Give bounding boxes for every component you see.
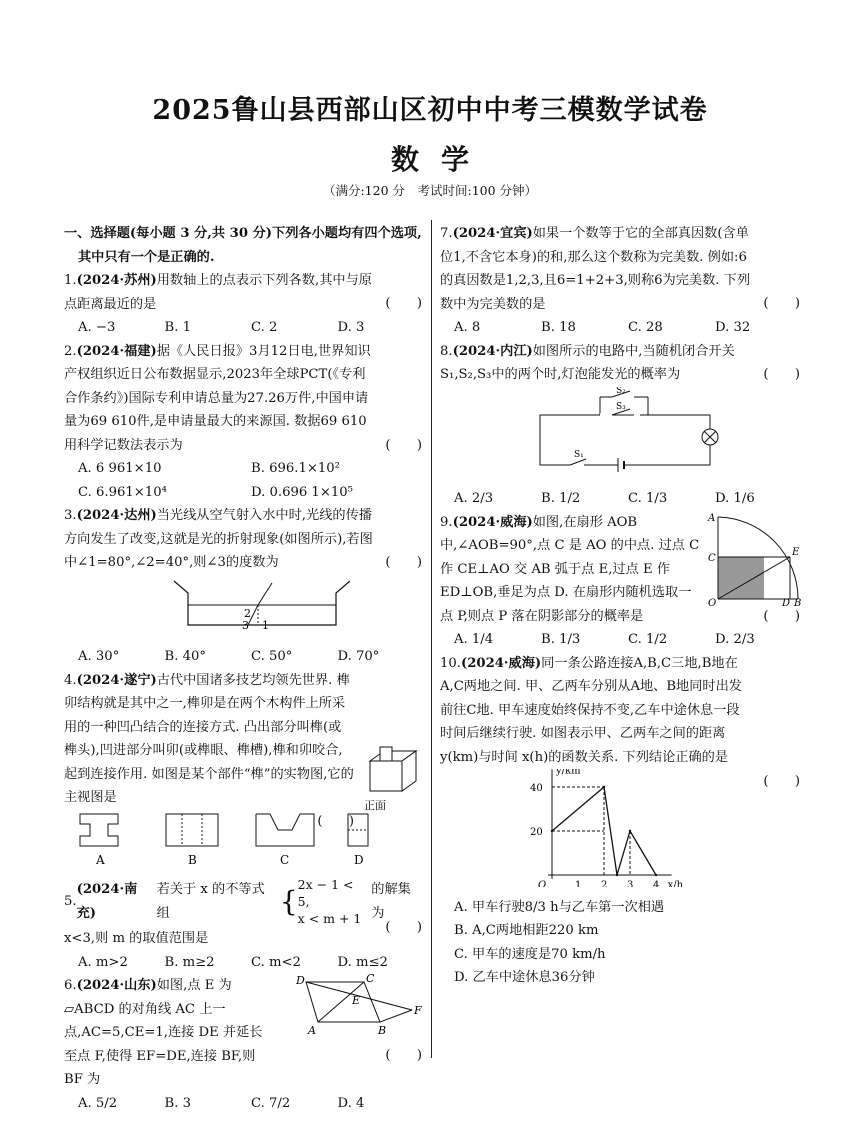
q-source: (2024·宜宾) [452,226,533,241]
options [78,1092,424,1116]
option-c[interactable]: C. 1/3 [628,491,668,506]
option-a[interactable]: A. 8 [454,320,481,335]
switch-s3-label: S₃ [616,401,626,412]
option-c[interactable]: C. 1/2 [628,632,668,647]
option-d[interactable]: D. 70° [337,649,380,664]
q-text: 如图,在扇形 AOB 中,∠AOB=90°,点 C 是 AO 的中点. 过点 C 作 CE⊥AO 交 AB 弧于点 E,过点 E 作 ED⊥OB,垂足为点 D. 在扇形内随机选取一点 P,则点 P 落在阴影部分的概率是 [440,514,700,624]
question-6 [64,974,424,1115]
option-c[interactable]: C. 2 [251,320,278,335]
q-text: 如图所示的电路中,当随机闭合开关S₁,S₂,S₃中的两个时,灯泡能发光的概率为 [440,343,735,382]
q-source: (2024·山东) [76,978,157,993]
question-9 [440,511,802,652]
answer-blank[interactable]: ( ) [385,437,422,453]
answer-blank[interactable]: ( ) [385,1048,422,1063]
section-title: 一、选择题(每小题 3 分,共 30 分)下列各小题均有四个选项,其中只有一个是正确的. [64,226,422,265]
option-d[interactable]: D. 4 [337,1095,365,1111]
parallelogram-figure [284,974,424,1038]
q-number: 5. [64,893,77,909]
tenon-3d-figure [362,739,424,815]
q-number: 3. [64,508,77,523]
option-b[interactable]: B. 1/2 [541,491,581,506]
point-c-label: C [366,974,375,985]
q-number: 4. [64,672,77,688]
point-d-label: D [782,597,791,607]
data-point [603,786,605,788]
option-d[interactable]: D. 0.696 1×10⁵ [251,484,353,500]
option-b[interactable]: B. 696.1×10² [251,461,340,476]
answer-blank[interactable]: ( ) [763,296,800,311]
q-number: 8. [440,343,453,359]
front-label: 正面 [364,798,386,812]
option-a[interactable]: A. m>2 [78,954,128,970]
sector-figure [706,511,802,607]
point-o-label: O [708,597,717,607]
q-text-line2: x<3,则 m 的取值范围是 [64,931,209,946]
answer-blank[interactable]: ( ) [385,555,422,570]
point-e-label: E [792,546,800,558]
option-d[interactable]: D. 2/3 [715,632,755,647]
answer-blank[interactable]: ( ) [763,608,800,624]
question-5: 5. (2024·南充) 若关于 x 的不等式组 { 2x − 1 < 5, x < m + 1 的解集为 x<3,则 m 的取值范围是 ( ) A. m>2 B. m≥2 C. m<2 D. m≤2 [64,876,424,974]
q-number: 6. [64,978,77,993]
option-d[interactable]: D. 1/6 [715,491,755,506]
option-a[interactable]: A. 5/2 [78,1095,118,1111]
q-text: 据《人民日报》3月12日电,世界知识产权组织近日公布数据显示,2023年全球PCT(《专利合作条约》)国际专利申请总量为27.26万件,中国申请量为69 610件,是申请量最大的来源国. 数据69 610用科学记数法表示为 [64,343,371,453]
angle-2-label: 2 [244,606,251,620]
option-d[interactable]: D. m≤2 [337,954,388,970]
point-e-label: E [352,994,361,1007]
left-column [64,222,424,1115]
switch-s2-label: S₂ [616,386,626,396]
origin-label: O [538,880,547,887]
option-b[interactable]: B. 1/3 [541,632,581,647]
point-c-label: C [708,552,716,564]
y-tick-label: 40 [530,783,543,794]
options [440,896,802,990]
options [78,316,424,340]
answer-blank[interactable]: ( ) [385,296,422,311]
q-source: (2024·威海) [460,655,542,671]
q-text: 当光线从空气射入水中时,光线的传播方向发生了改变,这就是光的折射现象(如图所示),若图中∠1=80°,∠2=40°,则∠3的度数为 [64,508,373,570]
options [454,316,802,340]
y-axis-label: y/km [556,769,581,777]
exam-meta: （满分:120 分 考试时间:100 分钟） [322,183,538,198]
question-2 [64,340,424,505]
q-source: (2024·南充) [76,882,138,921]
point-a-label: A [708,512,716,524]
question-7 [440,222,802,340]
y-tick-label: 20 [530,827,543,838]
column-divider [431,220,432,1058]
view-options-figure [64,810,424,868]
option-a[interactable]: A. 1/4 [454,632,494,647]
option-b[interactable]: B. m≥2 [164,954,215,970]
inequality-1: 2x − 1 < 5, [297,877,354,909]
refraction-figure [64,575,424,637]
question-8 [440,340,802,511]
x-axis-label: x/h [667,880,684,887]
option-b[interactable]: B. 1 [164,320,191,335]
point-d-label: D [296,974,305,987]
option-c[interactable]: C. m<2 [251,954,301,970]
option-d[interactable]: D. 3 [337,320,365,335]
question-10 [440,652,802,990]
options [78,645,424,669]
data-point [629,830,631,832]
option-c[interactable]: C. 50° [251,649,293,664]
option-b[interactable]: B. 40° [164,649,206,664]
answer-blank[interactable]: ( ) [763,366,800,382]
options [78,951,424,975]
option-d[interactable]: D. 乙车中途休息36分钟 [454,970,595,985]
q-text: 同一条公路连接A,B,C三地,B地在A,C两地之间. 甲、乙两车分别从A地、B地同时出发前往C地. 甲车速度始终保持不变,乙车中途休息一段时间后继续行驶. 如图表示甲、乙两车之间的距离 y(km)与时间 x(h)的函数关系. 下列结论正确的是 [440,655,742,765]
option-c[interactable]: C. 6.961×10⁴ [78,484,167,500]
q-source: (2024·遂宁) [76,672,157,688]
q-text: 用数轴上的点表示下列各数,其中与原点距离最近的是 [64,273,372,312]
q-text: 若关于 x 的不等式组 [156,882,265,921]
page-title: 2025鲁山县西部山区初中中考三模数学试卷 [152,95,708,126]
q-number: 7. [440,226,453,241]
q-text-post: 的解集为 [371,882,411,921]
angle-3-label: 3 [242,618,249,632]
x-tick-label: 2 [601,880,608,887]
circuit-figure [440,387,800,479]
option-a[interactable]: A. 6 961×10 [78,461,162,476]
option-a[interactable]: A. 甲车行驶8/3 h与乙车第一次相遇 [454,899,665,915]
point-b-label: B [794,597,802,607]
inequality-2: x < m + 1 [297,911,362,926]
view-c-label: C [280,852,290,867]
option-a[interactable]: A. −3 [78,320,116,335]
view-d-label: D [354,852,364,867]
options [454,487,802,511]
question-4 [64,669,424,877]
q-text: 如图,点 E 为▱ABCD 的对角线 AC 上一点,AC=5,CE=1,连接 DE 并延长至点 F,使得 EF=DE,连接 BF,则 BF 为 [64,978,263,1087]
x-tick-label: 1 [575,880,582,887]
option-b[interactable]: B. 3 [164,1095,191,1111]
angle-1-label: 1 [262,618,269,632]
answer-blank[interactable]: ( ) [763,773,800,789]
right-column [440,222,802,990]
distance-time-chart [440,769,800,887]
option-c[interactable]: C. 甲车的速度是70 km/h [454,946,606,962]
q-source: (2024·内江) [452,343,533,359]
switch-s1-label: S₁ [574,449,584,460]
option-a[interactable]: A. 30° [78,649,120,664]
option-b[interactable]: B. A,C两地相距220 km [454,923,599,938]
answer-blank[interactable]: ( ) [317,813,354,829]
q-text: 如果一个数等于它的全部真因数(含单位1,不含它本身)的和,那么这个数称为完美数. 例如:6的真因数是1,2,3,且6=1+2+3,则称6为完美数. 下列数中为完美数的是 [440,226,751,312]
data-point [655,874,657,876]
q-number: 2. [64,343,77,359]
point-b-label: B [378,1024,387,1037]
point-f-label: F [414,1004,422,1017]
q-source: (2024·苏州) [76,273,157,288]
options [78,457,424,504]
option-c[interactable]: C. 7/2 [251,1095,291,1111]
q-source: (2024·福建) [76,343,157,359]
option-a[interactable]: A. 2/3 [454,491,494,506]
view-b-label: B [188,852,197,867]
q-source: (2024·威海) [452,514,533,530]
data-point [616,874,618,876]
q-text: 古代中国诸多技艺均领先世界. 榫卯结构就是其中之一,榫卯是在两个木构件上所采用的一种凹凸结合的连接方式. 凸出部分叫榫(或榫头),凹进部分叫卯(或榫眼、榫槽),榫和卯咬合,起到连接作用. 如图是某个部件“榫”的实物图,它的主视图是 [64,672,354,805]
question-1 [64,269,424,340]
answer-blank[interactable]: ( ) [385,920,422,935]
q-source: (2024·达州) [76,508,157,523]
options [454,628,802,652]
q-number: 9. [440,514,453,530]
option-d[interactable]: D. 32 [715,320,751,335]
point-a-label: A [308,1024,316,1037]
x-tick-label: 4 [653,880,660,887]
option-b[interactable]: B. 18 [541,320,576,335]
x-tick-label: 3 [627,880,634,887]
option-c[interactable]: C. 28 [628,320,663,335]
question-3 [64,504,424,669]
q-number: 10. [440,655,461,671]
data-point [551,830,553,832]
q-number: 1. [64,273,77,288]
subject-title: 数学 [390,143,491,176]
view-a-label: A [96,852,105,867]
